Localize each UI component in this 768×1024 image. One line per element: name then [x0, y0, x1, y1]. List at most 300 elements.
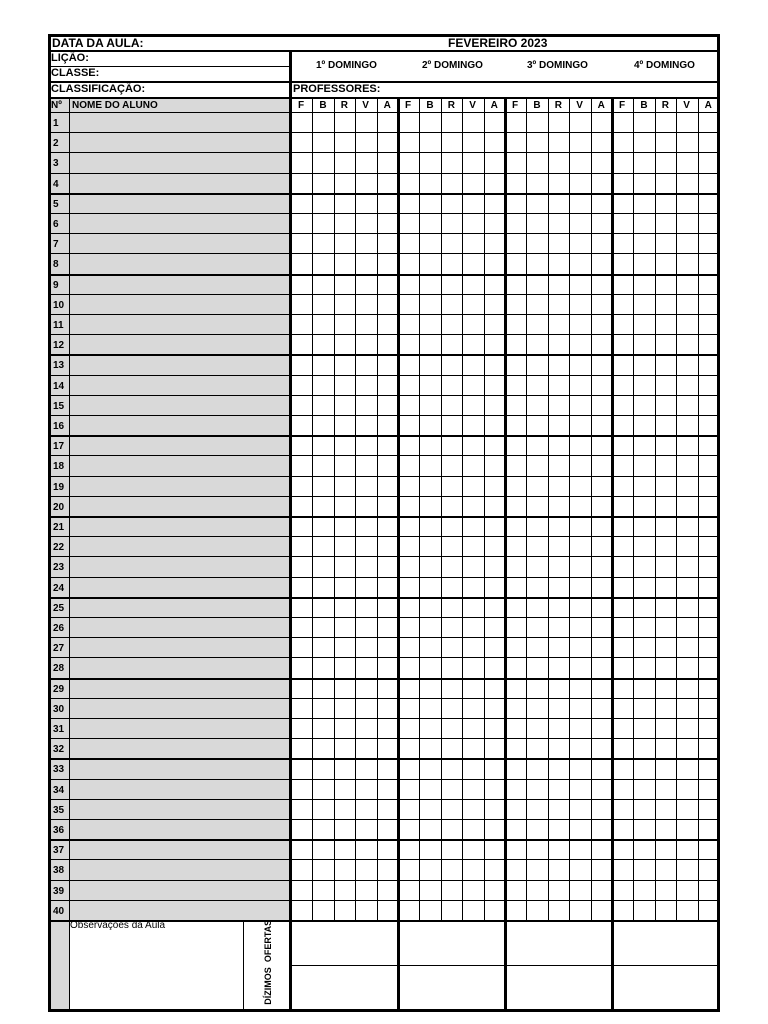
attendance-checkbox[interactable]	[634, 376, 653, 395]
attendance-checkbox[interactable]	[592, 214, 611, 233]
attendance-checkbox[interactable]	[485, 315, 504, 334]
attendance-checkbox[interactable]	[442, 537, 461, 556]
attendance-checkbox[interactable]	[356, 901, 375, 920]
student-name-field[interactable]	[70, 174, 289, 193]
attendance-checkbox[interactable]	[677, 860, 696, 879]
attendance-checkbox[interactable]	[549, 557, 568, 576]
attendance-checkbox[interactable]	[356, 638, 375, 657]
attendance-checkbox[interactable]	[634, 860, 653, 879]
attendance-checkbox[interactable]	[506, 275, 525, 294]
attendance-checkbox[interactable]	[463, 214, 482, 233]
attendance-checkbox[interactable]	[292, 557, 311, 576]
attendance-checkbox[interactable]	[634, 638, 653, 657]
attendance-checkbox[interactable]	[442, 153, 461, 172]
attendance-checkbox[interactable]	[292, 780, 311, 799]
attendance-checkbox[interactable]	[527, 719, 546, 738]
attendance-checkbox[interactable]	[442, 840, 461, 859]
attendance-checkbox[interactable]	[485, 719, 504, 738]
attendance-checkbox[interactable]	[335, 638, 354, 657]
attendance-checkbox[interactable]	[442, 699, 461, 718]
attendance-checkbox[interactable]	[656, 780, 675, 799]
attendance-checkbox[interactable]	[485, 355, 504, 374]
attendance-checkbox[interactable]	[656, 295, 675, 314]
attendance-checkbox[interactable]	[442, 234, 461, 253]
attendance-checkbox[interactable]	[506, 618, 525, 637]
attendance-checkbox[interactable]	[485, 477, 504, 496]
attendance-checkbox[interactable]	[656, 436, 675, 455]
attendance-checkbox[interactable]	[442, 113, 461, 132]
observations-field[interactable]	[70, 921, 244, 1010]
attendance-checkbox[interactable]	[677, 355, 696, 374]
attendance-checkbox[interactable]	[634, 335, 653, 354]
attendance-checkbox[interactable]	[356, 355, 375, 374]
attendance-checkbox[interactable]	[356, 578, 375, 597]
attendance-checkbox[interactable]	[677, 396, 696, 415]
attendance-checkbox[interactable]	[634, 133, 653, 152]
attendance-checkbox[interactable]	[549, 477, 568, 496]
attendance-checkbox[interactable]	[592, 194, 611, 213]
attendance-checkbox[interactable]	[634, 194, 653, 213]
attendance-checkbox[interactable]	[549, 396, 568, 415]
attendance-checkbox[interactable]	[313, 840, 332, 859]
attendance-checkbox[interactable]	[592, 295, 611, 314]
attendance-checkbox[interactable]	[485, 497, 504, 516]
attendance-checkbox[interactable]	[442, 436, 461, 455]
attendance-checkbox[interactable]	[656, 840, 675, 859]
attendance-checkbox[interactable]	[656, 658, 675, 677]
attendance-checkbox[interactable]	[313, 517, 332, 536]
attendance-checkbox[interactable]	[527, 820, 546, 839]
attendance-checkbox[interactable]	[506, 194, 525, 213]
attendance-checkbox[interactable]	[378, 436, 397, 455]
attendance-checkbox[interactable]	[485, 214, 504, 233]
attendance-checkbox[interactable]	[313, 133, 332, 152]
attendance-checkbox[interactable]	[634, 901, 653, 920]
attendance-checkbox[interactable]	[506, 174, 525, 193]
attendance-checkbox[interactable]	[527, 699, 546, 718]
attendance-checkbox[interactable]	[592, 719, 611, 738]
attendance-checkbox[interactable]	[335, 295, 354, 314]
attendance-checkbox[interactable]	[356, 840, 375, 859]
attendance-checkbox[interactable]	[356, 679, 375, 698]
attendance-checkbox[interactable]	[420, 517, 439, 536]
student-name-field[interactable]	[70, 759, 289, 778]
attendance-checkbox[interactable]	[292, 679, 311, 698]
attendance-checkbox[interactable]	[634, 679, 653, 698]
attendance-checkbox[interactable]	[313, 335, 332, 354]
attendance-checkbox[interactable]	[677, 679, 696, 698]
attendance-checkbox[interactable]	[442, 295, 461, 314]
attendance-checkbox[interactable]	[677, 194, 696, 213]
attendance-checkbox[interactable]	[399, 679, 418, 698]
attendance-checkbox[interactable]	[378, 376, 397, 395]
student-name-field[interactable]	[70, 456, 289, 475]
student-name-field[interactable]	[70, 658, 289, 677]
attendance-checkbox[interactable]	[378, 719, 397, 738]
attendance-checkbox[interactable]	[463, 840, 482, 859]
attendance-checkbox[interactable]	[656, 234, 675, 253]
attendance-checkbox[interactable]	[506, 881, 525, 900]
attendance-checkbox[interactable]	[420, 901, 439, 920]
attendance-checkbox[interactable]	[335, 416, 354, 435]
offerings-sunday-3-field[interactable]	[506, 921, 611, 965]
attendance-checkbox[interactable]	[656, 739, 675, 758]
attendance-checkbox[interactable]	[399, 638, 418, 657]
attendance-checkbox[interactable]	[634, 355, 653, 374]
attendance-checkbox[interactable]	[292, 376, 311, 395]
student-name-field[interactable]	[70, 254, 289, 273]
attendance-checkbox[interactable]	[378, 315, 397, 334]
attendance-checkbox[interactable]	[699, 133, 718, 152]
attendance-checkbox[interactable]	[420, 133, 439, 152]
student-name-field[interactable]	[70, 699, 289, 718]
attendance-checkbox[interactable]	[420, 174, 439, 193]
attendance-checkbox[interactable]	[506, 295, 525, 314]
attendance-checkbox[interactable]	[292, 719, 311, 738]
attendance-checkbox[interactable]	[592, 618, 611, 637]
student-name-field[interactable]	[70, 234, 289, 253]
attendance-checkbox[interactable]	[420, 719, 439, 738]
attendance-checkbox[interactable]	[485, 254, 504, 273]
attendance-checkbox[interactable]	[313, 436, 332, 455]
attendance-checkbox[interactable]	[485, 658, 504, 677]
attendance-checkbox[interactable]	[292, 860, 311, 879]
attendance-checkbox[interactable]	[592, 376, 611, 395]
attendance-checkbox[interactable]	[527, 578, 546, 597]
attendance-checkbox[interactable]	[613, 598, 632, 617]
student-name-field[interactable]	[70, 557, 289, 576]
attendance-checkbox[interactable]	[634, 658, 653, 677]
attendance-checkbox[interactable]	[592, 679, 611, 698]
attendance-checkbox[interactable]	[420, 153, 439, 172]
student-name-field[interactable]	[70, 477, 289, 496]
attendance-checkbox[interactable]	[506, 901, 525, 920]
attendance-checkbox[interactable]	[463, 275, 482, 294]
attendance-checkbox[interactable]	[485, 739, 504, 758]
attendance-checkbox[interactable]	[549, 840, 568, 859]
attendance-checkbox[interactable]	[699, 840, 718, 859]
attendance-checkbox[interactable]	[485, 759, 504, 778]
attendance-checkbox[interactable]	[292, 840, 311, 859]
attendance-checkbox[interactable]	[506, 477, 525, 496]
attendance-checkbox[interactable]	[699, 638, 718, 657]
attendance-checkbox[interactable]	[463, 557, 482, 576]
attendance-checkbox[interactable]	[570, 658, 589, 677]
attendance-checkbox[interactable]	[292, 355, 311, 374]
attendance-checkbox[interactable]	[699, 153, 718, 172]
attendance-checkbox[interactable]	[356, 557, 375, 576]
attendance-checkbox[interactable]	[463, 436, 482, 455]
student-name-field[interactable]	[70, 901, 289, 920]
attendance-checkbox[interactable]	[356, 254, 375, 273]
attendance-checkbox[interactable]	[677, 315, 696, 334]
attendance-checkbox[interactable]	[527, 174, 546, 193]
attendance-checkbox[interactable]	[335, 820, 354, 839]
attendance-checkbox[interactable]	[463, 174, 482, 193]
attendance-checkbox[interactable]	[378, 174, 397, 193]
attendance-checkbox[interactable]	[677, 618, 696, 637]
attendance-checkbox[interactable]	[442, 174, 461, 193]
attendance-checkbox[interactable]	[292, 477, 311, 496]
attendance-checkbox[interactable]	[335, 719, 354, 738]
attendance-checkbox[interactable]	[292, 113, 311, 132]
attendance-checkbox[interactable]	[335, 174, 354, 193]
attendance-checkbox[interactable]	[292, 739, 311, 758]
attendance-checkbox[interactable]	[442, 477, 461, 496]
attendance-checkbox[interactable]	[506, 254, 525, 273]
attendance-checkbox[interactable]	[356, 153, 375, 172]
student-name-field[interactable]	[70, 113, 289, 132]
attendance-checkbox[interactable]	[506, 679, 525, 698]
attendance-checkbox[interactable]	[399, 376, 418, 395]
student-name-field[interactable]	[70, 315, 289, 334]
attendance-checkbox[interactable]	[634, 820, 653, 839]
attendance-checkbox[interactable]	[292, 275, 311, 294]
attendance-checkbox[interactable]	[634, 234, 653, 253]
attendance-checkbox[interactable]	[420, 113, 439, 132]
attendance-checkbox[interactable]	[313, 234, 332, 253]
attendance-checkbox[interactable]	[592, 477, 611, 496]
attendance-checkbox[interactable]	[399, 537, 418, 556]
attendance-checkbox[interactable]	[699, 456, 718, 475]
attendance-checkbox[interactable]	[527, 497, 546, 516]
attendance-checkbox[interactable]	[656, 214, 675, 233]
attendance-checkbox[interactable]	[677, 174, 696, 193]
attendance-checkbox[interactable]	[485, 436, 504, 455]
attendance-checkbox[interactable]	[613, 901, 632, 920]
attendance-checkbox[interactable]	[356, 699, 375, 718]
attendance-checkbox[interactable]	[485, 840, 504, 859]
attendance-checkbox[interactable]	[292, 638, 311, 657]
attendance-checkbox[interactable]	[442, 497, 461, 516]
attendance-checkbox[interactable]	[656, 396, 675, 415]
attendance-checkbox[interactable]	[442, 275, 461, 294]
attendance-checkbox[interactable]	[399, 658, 418, 677]
attendance-checkbox[interactable]	[634, 254, 653, 273]
attendance-checkbox[interactable]	[399, 820, 418, 839]
attendance-checkbox[interactable]	[527, 477, 546, 496]
attendance-checkbox[interactable]	[442, 638, 461, 657]
attendance-checkbox[interactable]	[699, 355, 718, 374]
attendance-checkbox[interactable]	[634, 719, 653, 738]
attendance-checkbox[interactable]	[485, 153, 504, 172]
attendance-checkbox[interactable]	[335, 133, 354, 152]
attendance-checkbox[interactable]	[335, 153, 354, 172]
attendance-checkbox[interactable]	[506, 497, 525, 516]
attendance-checkbox[interactable]	[527, 315, 546, 334]
attendance-checkbox[interactable]	[442, 517, 461, 536]
attendance-checkbox[interactable]	[677, 840, 696, 859]
attendance-checkbox[interactable]	[549, 860, 568, 879]
attendance-checkbox[interactable]	[378, 416, 397, 435]
tithes-sunday-3-field[interactable]	[506, 966, 611, 1010]
attendance-checkbox[interactable]	[549, 113, 568, 132]
attendance-checkbox[interactable]	[699, 416, 718, 435]
attendance-checkbox[interactable]	[656, 557, 675, 576]
attendance-checkbox[interactable]	[356, 456, 375, 475]
attendance-checkbox[interactable]	[485, 881, 504, 900]
attendance-checkbox[interactable]	[699, 517, 718, 536]
attendance-checkbox[interactable]	[485, 234, 504, 253]
attendance-checkbox[interactable]	[613, 234, 632, 253]
attendance-checkbox[interactable]	[613, 416, 632, 435]
attendance-checkbox[interactable]	[356, 537, 375, 556]
attendance-checkbox[interactable]	[399, 497, 418, 516]
attendance-checkbox[interactable]	[506, 355, 525, 374]
attendance-checkbox[interactable]	[677, 456, 696, 475]
attendance-checkbox[interactable]	[699, 618, 718, 637]
attendance-checkbox[interactable]	[292, 598, 311, 617]
attendance-checkbox[interactable]	[677, 517, 696, 536]
attendance-checkbox[interactable]	[442, 800, 461, 819]
attendance-checkbox[interactable]	[292, 234, 311, 253]
attendance-checkbox[interactable]	[442, 578, 461, 597]
attendance-checkbox[interactable]	[485, 537, 504, 556]
attendance-checkbox[interactable]	[463, 537, 482, 556]
attendance-checkbox[interactable]	[399, 881, 418, 900]
attendance-checkbox[interactable]	[677, 133, 696, 152]
attendance-checkbox[interactable]	[485, 598, 504, 617]
student-name-field[interactable]	[70, 578, 289, 597]
attendance-checkbox[interactable]	[677, 658, 696, 677]
attendance-checkbox[interactable]	[378, 759, 397, 778]
attendance-checkbox[interactable]	[656, 679, 675, 698]
tithes-sunday-4-field[interactable]	[613, 966, 718, 1010]
attendance-checkbox[interactable]	[399, 800, 418, 819]
attendance-checkbox[interactable]	[527, 537, 546, 556]
attendance-checkbox[interactable]	[335, 598, 354, 617]
attendance-checkbox[interactable]	[378, 820, 397, 839]
attendance-checkbox[interactable]	[656, 416, 675, 435]
attendance-checkbox[interactable]	[506, 557, 525, 576]
attendance-checkbox[interactable]	[634, 416, 653, 435]
attendance-checkbox[interactable]	[356, 780, 375, 799]
attendance-checkbox[interactable]	[677, 416, 696, 435]
attendance-checkbox[interactable]	[313, 295, 332, 314]
attendance-checkbox[interactable]	[677, 719, 696, 738]
attendance-checkbox[interactable]	[356, 416, 375, 435]
attendance-checkbox[interactable]	[592, 133, 611, 152]
attendance-checkbox[interactable]	[485, 800, 504, 819]
attendance-checkbox[interactable]	[613, 396, 632, 415]
attendance-checkbox[interactable]	[399, 335, 418, 354]
attendance-checkbox[interactable]	[442, 456, 461, 475]
attendance-checkbox[interactable]	[399, 780, 418, 799]
attendance-checkbox[interactable]	[506, 436, 525, 455]
attendance-checkbox[interactable]	[335, 436, 354, 455]
attendance-checkbox[interactable]	[656, 456, 675, 475]
attendance-checkbox[interactable]	[634, 275, 653, 294]
attendance-checkbox[interactable]	[399, 618, 418, 637]
attendance-checkbox[interactable]	[463, 820, 482, 839]
attendance-checkbox[interactable]	[570, 800, 589, 819]
attendance-checkbox[interactable]	[485, 376, 504, 395]
attendance-checkbox[interactable]	[549, 759, 568, 778]
attendance-checkbox[interactable]	[570, 699, 589, 718]
attendance-checkbox[interactable]	[313, 355, 332, 374]
attendance-checkbox[interactable]	[677, 436, 696, 455]
attendance-checkbox[interactable]	[677, 295, 696, 314]
attendance-checkbox[interactable]	[485, 416, 504, 435]
attendance-checkbox[interactable]	[463, 396, 482, 415]
attendance-checkbox[interactable]	[463, 376, 482, 395]
attendance-checkbox[interactable]	[656, 315, 675, 334]
attendance-checkbox[interactable]	[356, 739, 375, 758]
attendance-checkbox[interactable]	[570, 719, 589, 738]
attendance-checkbox[interactable]	[292, 396, 311, 415]
attendance-checkbox[interactable]	[699, 679, 718, 698]
attendance-checkbox[interactable]	[313, 254, 332, 273]
attendance-checkbox[interactable]	[378, 497, 397, 516]
attendance-checkbox[interactable]	[356, 881, 375, 900]
attendance-checkbox[interactable]	[549, 719, 568, 738]
attendance-checkbox[interactable]	[292, 295, 311, 314]
attendance-checkbox[interactable]	[378, 214, 397, 233]
student-name-field[interactable]	[70, 497, 289, 516]
attendance-checkbox[interactable]	[570, 416, 589, 435]
attendance-checkbox[interactable]	[356, 497, 375, 516]
attendance-checkbox[interactable]	[677, 901, 696, 920]
attendance-checkbox[interactable]	[399, 477, 418, 496]
attendance-checkbox[interactable]	[570, 517, 589, 536]
attendance-checkbox[interactable]	[570, 214, 589, 233]
attendance-checkbox[interactable]	[485, 618, 504, 637]
attendance-checkbox[interactable]	[463, 153, 482, 172]
attendance-checkbox[interactable]	[485, 517, 504, 536]
attendance-checkbox[interactable]	[592, 881, 611, 900]
attendance-checkbox[interactable]	[527, 517, 546, 536]
attendance-checkbox[interactable]	[677, 699, 696, 718]
attendance-checkbox[interactable]	[420, 820, 439, 839]
student-name-field[interactable]	[70, 133, 289, 152]
attendance-checkbox[interactable]	[463, 860, 482, 879]
attendance-checkbox[interactable]	[420, 355, 439, 374]
attendance-checkbox[interactable]	[677, 881, 696, 900]
attendance-checkbox[interactable]	[356, 376, 375, 395]
attendance-checkbox[interactable]	[506, 396, 525, 415]
attendance-checkbox[interactable]	[420, 699, 439, 718]
attendance-checkbox[interactable]	[613, 315, 632, 334]
attendance-checkbox[interactable]	[549, 275, 568, 294]
attendance-checkbox[interactable]	[335, 517, 354, 536]
attendance-checkbox[interactable]	[527, 618, 546, 637]
attendance-checkbox[interactable]	[656, 133, 675, 152]
attendance-checkbox[interactable]	[613, 355, 632, 374]
attendance-checkbox[interactable]	[699, 578, 718, 597]
attendance-checkbox[interactable]	[656, 376, 675, 395]
attendance-checkbox[interactable]	[420, 800, 439, 819]
attendance-checkbox[interactable]	[420, 618, 439, 637]
attendance-checkbox[interactable]	[677, 275, 696, 294]
attendance-checkbox[interactable]	[527, 436, 546, 455]
attendance-checkbox[interactable]	[613, 537, 632, 556]
attendance-checkbox[interactable]	[613, 780, 632, 799]
attendance-checkbox[interactable]	[506, 759, 525, 778]
attendance-checkbox[interactable]	[570, 598, 589, 617]
attendance-checkbox[interactable]	[549, 456, 568, 475]
attendance-checkbox[interactable]	[335, 355, 354, 374]
attendance-checkbox[interactable]	[463, 739, 482, 758]
attendance-checkbox[interactable]	[677, 113, 696, 132]
student-name-field[interactable]	[70, 275, 289, 294]
attendance-checkbox[interactable]	[335, 113, 354, 132]
attendance-checkbox[interactable]	[677, 477, 696, 496]
attendance-checkbox[interactable]	[592, 275, 611, 294]
attendance-checkbox[interactable]	[699, 315, 718, 334]
attendance-checkbox[interactable]	[677, 638, 696, 657]
attendance-checkbox[interactable]	[613, 679, 632, 698]
attendance-checkbox[interactable]	[677, 759, 696, 778]
